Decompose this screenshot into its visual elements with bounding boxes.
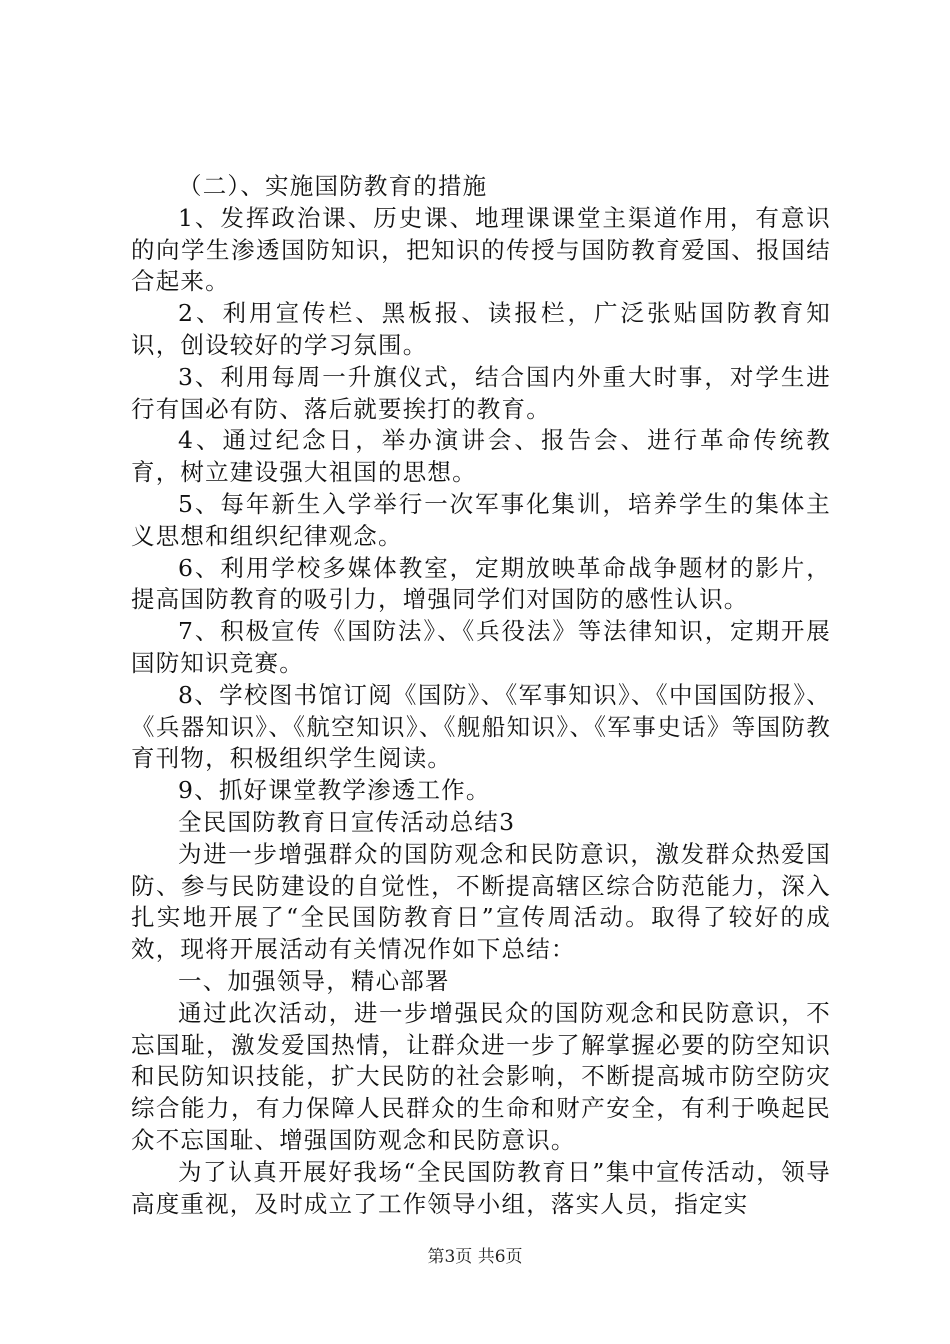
paragraph-item-1: 1、发挥政治课、历史课、地理课课堂主渠道作用，有意识的向学生渗透国防知识，把知识的传授与国防教育爱国、报国结合起来。 <box>131 203 831 296</box>
paragraph-item-9: 9、抓好课堂教学渗透工作。 <box>178 776 491 805</box>
article-title: 全民国防教育日宣传活动总结3 <box>178 807 516 836</box>
page-number-footer: 第3页 共6页 <box>427 1247 523 1267</box>
paragraph-purpose: 通过此次活动，进一步增强民众的国防观念和民防意识，不忘国耻，激发爱国热情，让群众进一步了解掌握必要的防空知识和民防知识技能，扩大民防的社会影响，不断提高城市防空防灾综合能力，有力保障人民群众的生命和财产安全，有利于唤起民众不忘国耻、增强国防观念和民防意识。 <box>131 998 831 1154</box>
paragraph-item-3: 3、利用每周一升旗仪式，结合国内外重大时事，对学生进行有国必有防、落后就要挨打的教育。 <box>131 362 831 423</box>
paragraph-item-2: 2、利用宣传栏、黑板报、读报栏，广泛张贴国防教育知识，创设较好的学习氛围。 <box>131 299 831 359</box>
paragraph-item-7: 7、积极宣传《国防法》、《兵役法》等法律知识，定期开展国防知识竞赛。 <box>131 617 831 677</box>
paragraph-item-6: 6、利用学校多媒体教室，定期放映革命战争题材的影片，提高国防教育的吸引力，增强同学们对国防的感性认识。 <box>131 553 831 614</box>
section-heading-measures: （二）、实施国防教育的措施 <box>178 172 488 200</box>
paragraph-item-4: 4、通过纪念日，举办演讲会、报告会、进行革命传统教育，树立建设强大祖国的思想。 <box>131 426 831 487</box>
paragraph-organization: 为了认真开展好我场“全民国防教育日”集中宣传活动，领导高度重视，及时成立了工作领导小组，落实人员，指定实 <box>131 1157 831 1218</box>
paragraph-item-8: 8、学校图书馆订阅《国防》、《军事知识》、《中国国防报》、《兵器知识》、《航空知识》、《舰船知识》、《军事史话》等国防教育刊物，积极组织学生阅读。 <box>131 680 831 773</box>
document-body <box>131 171 831 1220</box>
paragraph-intro: 为进一步增强群众的国防观念和民防意识，激发群众热爱国防、参与民防建设的自觉性，不断提高辖区综合防范能力，深入扎实地开展了“全民国防教育日”宣传周活动。取得了较好的成效，现将开展活动有关情况作如下总结： <box>131 839 831 964</box>
section-heading-leadership: 一、加强领导，精心部署 <box>178 966 450 995</box>
paragraph-item-5: 5、每年新生入学举行一次军事化集训，培养学生的集体主义思想和组织纪律观念。 <box>131 489 831 550</box>
